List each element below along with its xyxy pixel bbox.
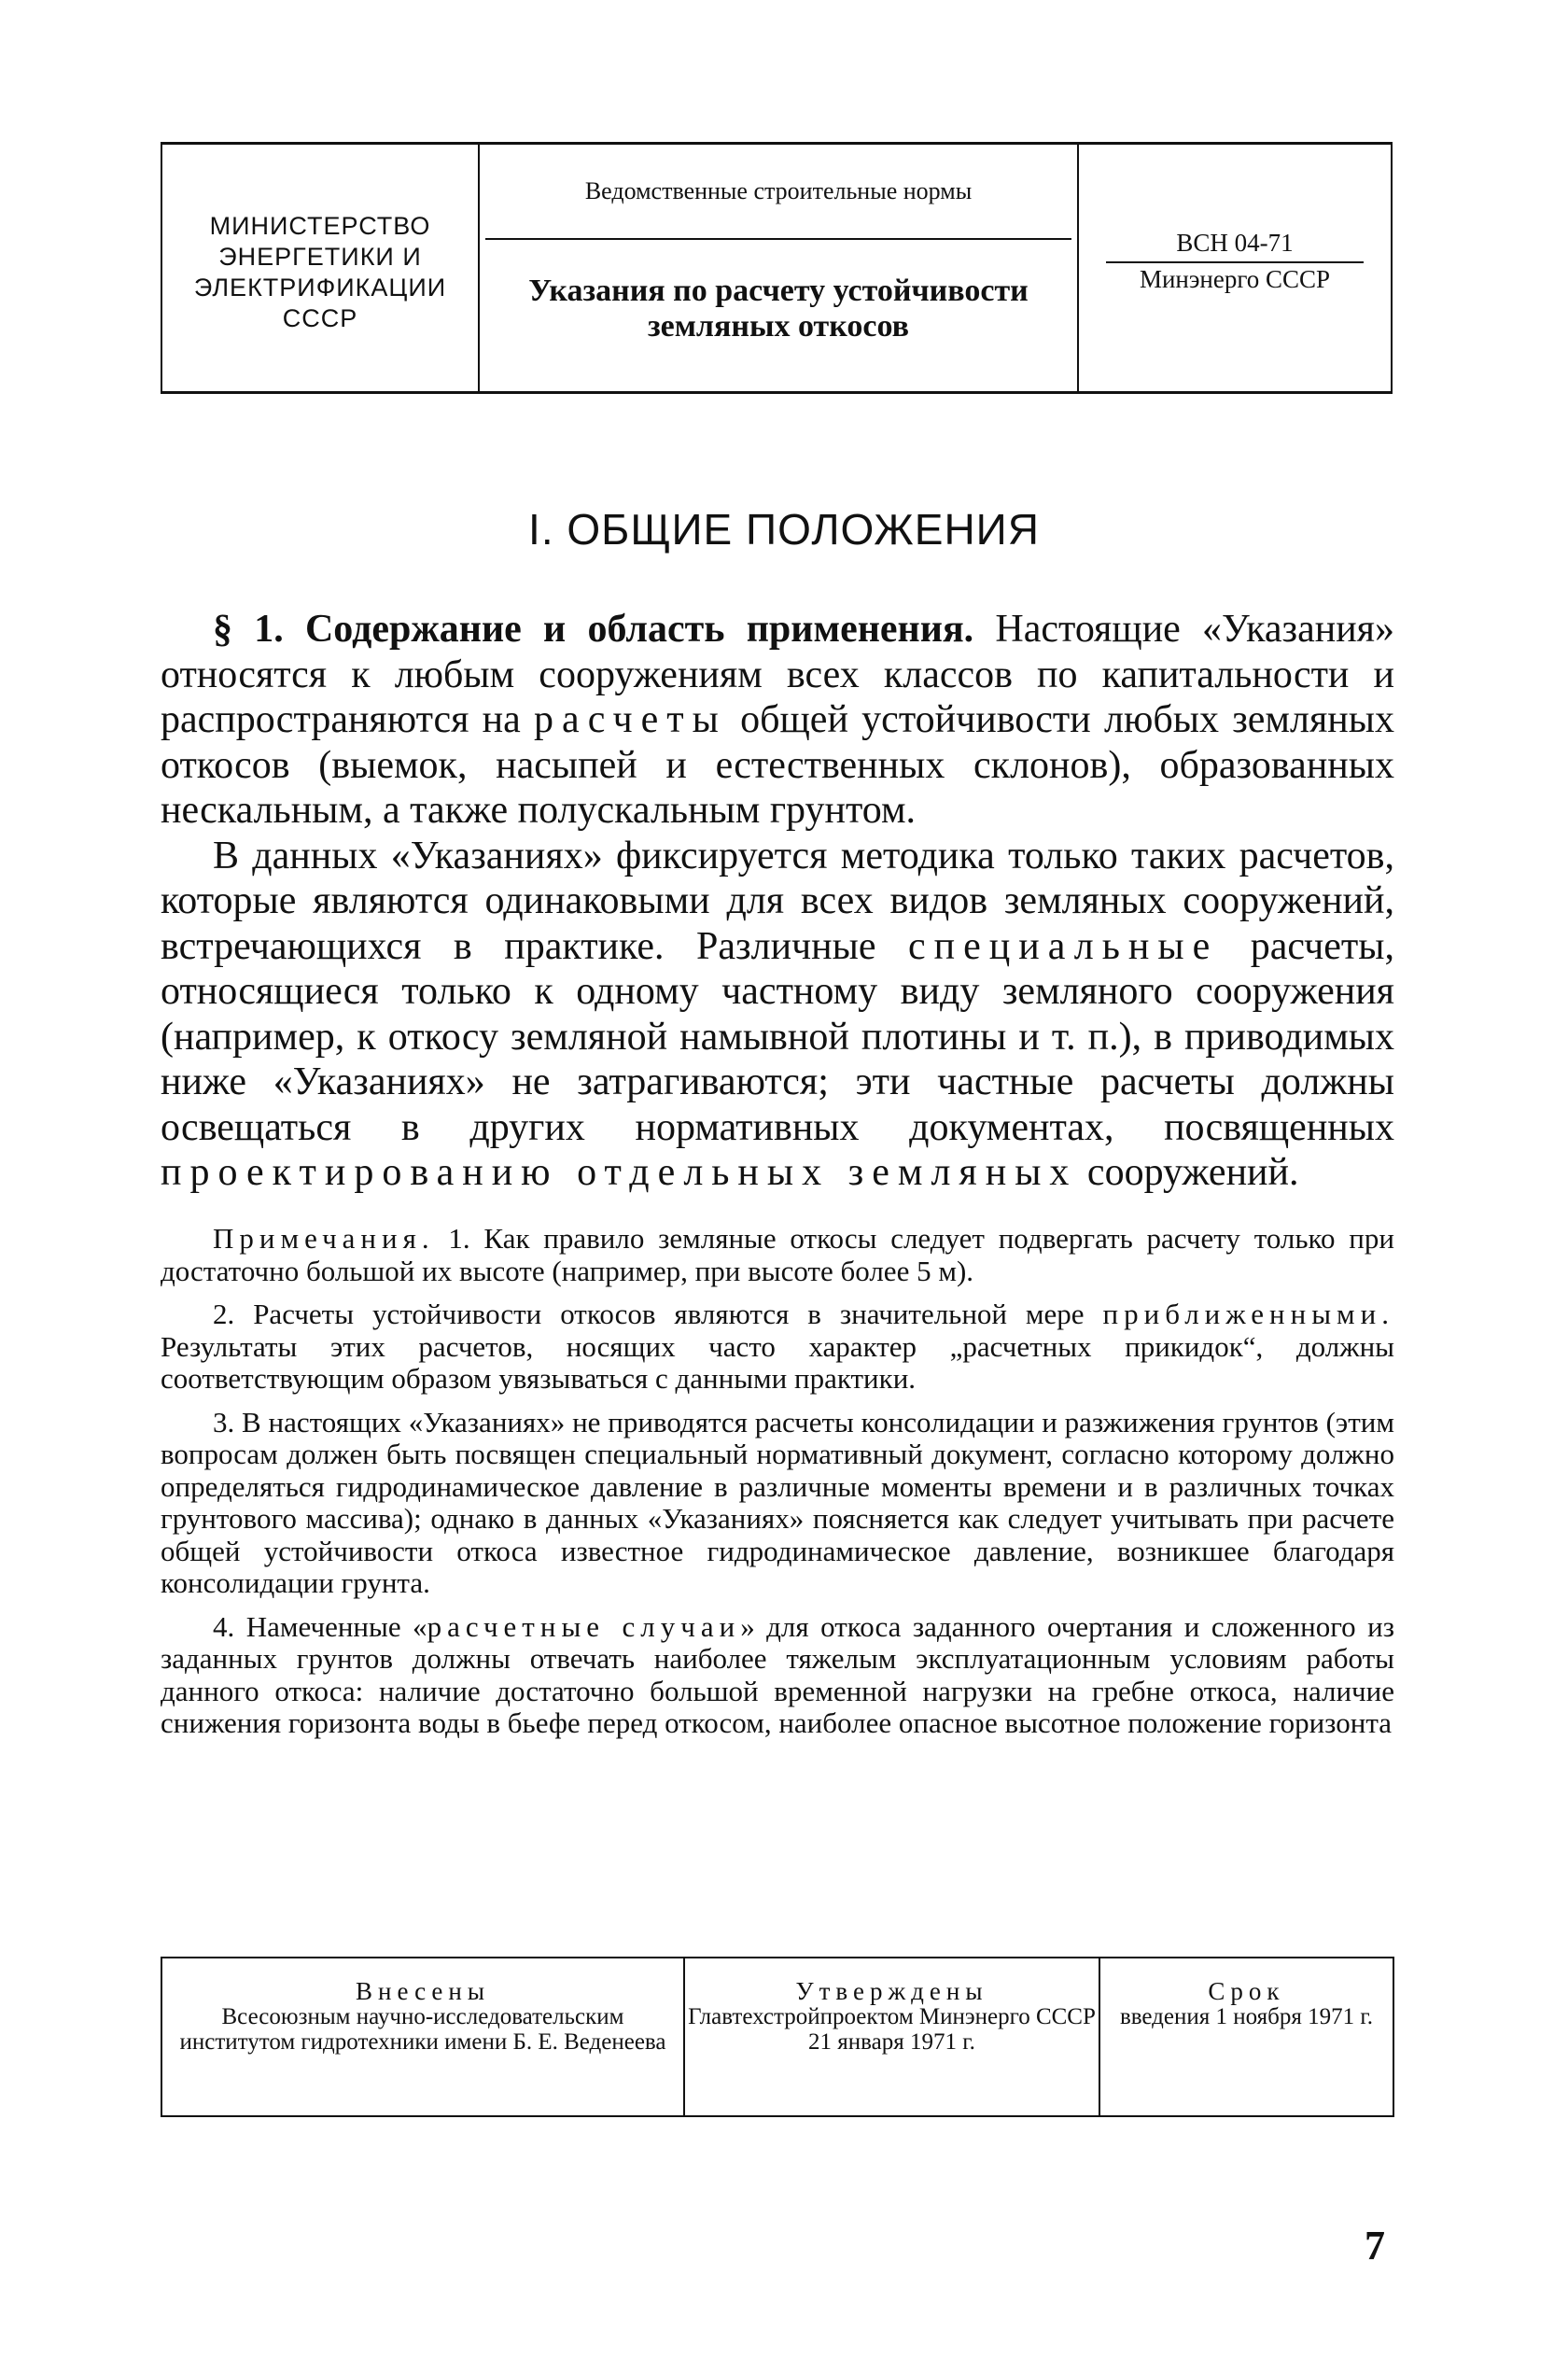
submitted-cell xyxy=(162,1958,685,2115)
note-text: » для откоса заданного очертания и сложенного из заданных грунтов должны отвечать наиболее тяжелым эксплуатационным условиям работы данного откоса: наличие достаточно большой временной нагрузки на гребне откоса, наличие снижения горизонта воды в бьефе перед откосом, наиболее опасное высотное положение горизонта xyxy=(161,1609,1394,1739)
footer-table xyxy=(161,1957,1394,2117)
notes-block xyxy=(161,1223,1394,1751)
note-text: Результаты этих расчетов, носящих часто характер „расчетных прикидок“, должны соответствующим образом увязываться с данными практики. xyxy=(161,1329,1394,1395)
paragraph-text: расчеты, относящиеся только к одному частному виду земляного сооружения (например, к откосу земляной намывной плотины и т. п.), в приводимых ниже «Указаниях» не затрагиваются; эти частные расчеты должны освещаться в других нормативных документах, посвященных xyxy=(161,924,1394,1149)
approved-cell xyxy=(685,1958,1100,2115)
spaced-text: расчеты xyxy=(534,698,727,741)
document-title: Указания по расчету устойчивости земляных откосов xyxy=(528,274,1029,344)
paragraph-text: сооружений. xyxy=(1077,1151,1299,1194)
document-organization: Минэнерго СССР xyxy=(1139,265,1331,293)
paragraph-text: Настоящие «Указания» относятся к любым сооружениям всех классов по капитальности и распространяются на xyxy=(161,608,1394,741)
main-text xyxy=(161,607,1394,1196)
paragraph-1 xyxy=(161,607,1394,834)
note-text: 2. Расчеты устойчивости откосов являются в значительной мере xyxy=(213,1298,1103,1330)
approved-body: Главтехстройпроектом Минэнерго СССР 21 января 1971 г. xyxy=(688,2004,1096,2055)
note-4 xyxy=(161,1611,1394,1740)
note-3: 3. В настоящих «Указаниях» не приводятся расчеты консолидации и разжижения грунтов (этим вопросам должен быть посвящен специальный нормативный документ, согласно которому должно определяться гидродинамическое давление в различные моменты времени и в различных точках грунтового массива); однако в данных «Указаниях» поясняется как следует учитывать при расчете общей устойчивости откоса известное гидродинамическое давление, возникшее благодаря консолидации грунта. xyxy=(161,1405,1394,1599)
term-body: введения 1 ноября 1971 г. xyxy=(1119,2004,1374,2029)
submitted-body: Всесоюзным научно-исследовательским институтом гидротехники имени Б. Е. Веденеева xyxy=(179,2004,666,2055)
paragraph-text: В данных «Указаниях» фиксируется методика только таких расчетов, которые являются одинаковыми для всех видов земляных сооружений, встречающихся в практике. Различные xyxy=(161,834,1394,968)
header-middle xyxy=(480,145,1079,391)
paragraph-2 xyxy=(161,834,1394,1196)
spaced-text: специальные xyxy=(908,924,1219,968)
term-heading: Срок xyxy=(1208,1977,1285,2005)
spaced-text: расчетные случаи xyxy=(427,1609,741,1643)
page-number: 7 xyxy=(1365,2223,1385,2268)
note-2 xyxy=(161,1298,1394,1396)
note-text: 4. Намеченные « xyxy=(213,1609,427,1643)
note-text: 1. Как правило земляные откосы следует подвергать расчету только при достаточно большой их высоте (например, при высоте более 5 м). xyxy=(161,1222,1394,1287)
ministry-name: МИНИСТЕРСТВО ЭНЕРГЕТИКИ И ЭЛЕКТРИФИКАЦИИ СССР xyxy=(162,145,480,391)
document-category: Ведомственные строительные нормы xyxy=(485,145,1071,240)
paragraph-lead: § 1. Содержание и область применения. xyxy=(213,608,974,651)
spaced-text: приближенными. xyxy=(1102,1298,1394,1330)
document-code: ВСН 04-71 xyxy=(1106,229,1364,263)
note-1 xyxy=(161,1223,1394,1287)
notes-label: Примечания. xyxy=(213,1222,435,1255)
spaced-text: проектированию отдельных земляных xyxy=(161,1151,1078,1194)
paragraph-text: общей устойчивости любых земляных откосов (выемок, насыпей и естественных склонов), образованных нескальным, а также полускальным грунтом. xyxy=(161,698,1394,832)
header-code xyxy=(1079,145,1391,391)
submitted-heading: Внесены xyxy=(355,1977,490,2005)
term-cell xyxy=(1100,1958,1393,2115)
section-title: I. ОБЩИЕ ПОЛОЖЕНИЯ xyxy=(528,505,1040,554)
header-table xyxy=(161,142,1393,394)
approved-heading: Утверждены xyxy=(795,1977,988,2005)
